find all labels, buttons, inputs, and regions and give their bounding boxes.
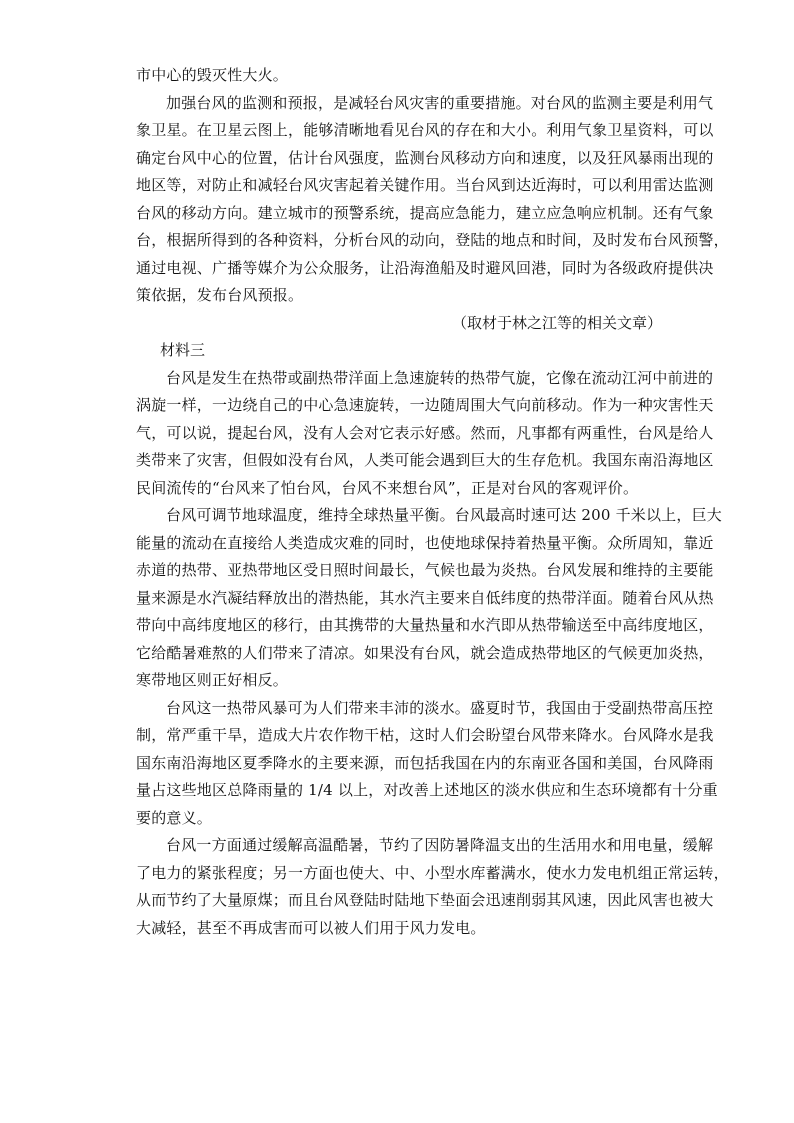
text-line: 台风这一热带风暴可为人们带来丰沛的淡水。盛夏时节，我国由于受副热带高压控 xyxy=(166,698,714,717)
text-line: 通过电视、广播等媒介为公众服务，让沿海渔船及时避风回港，同时为各级政府提供决 xyxy=(136,258,714,277)
text-line: 加强台风的监测和预报，是减轻台风灾害的重要措施。对台风的监测主要是利用气 xyxy=(166,93,714,112)
paragraph-temperature xyxy=(136,502,722,695)
text-line: 赤道的热带、亚热带地区受日照时间最长，气候也最为炎热。台风发展和维持的主要能 xyxy=(136,561,714,579)
text-line: 从而节约了大量原煤；而且台风登陆时陆地下垫面会迅速削弱其风速，因此风害也被大 xyxy=(136,891,714,909)
document-page xyxy=(136,62,729,942)
text-line: 涡旋一样，一边绕自己的中心急速旋转，一边随周围大气向前移动。作为一种灾害性天 xyxy=(136,396,714,414)
text-line: 确定台风中心的位置，估计台风强度，监测台风移动方向和速度，以及狂风暴雨出现的 xyxy=(136,148,714,167)
text-line: 民间流传的“台风来了怕台风，台风不来想台风”，正是对台风的客观评价。 xyxy=(136,478,639,497)
text-line: 类带来了灾害，但假如没有台风，人类可能会遇到巨大的生存危机。我国东南沿海地区 xyxy=(136,451,714,469)
text-line: 要的意义。 xyxy=(136,808,213,827)
text-line: 台，根据所得到的各种资料，分析台风的动向，登陆的地点和时间，及时发布台风预警， xyxy=(136,231,729,249)
text-line: 量占这些地区总降雨量的 1/4 以上，对改善上述地区的淡水供应和生态环境都有十分重 xyxy=(136,781,718,799)
text-line: 制，常严重干旱，造成大片农作物干枯，这时人们会盼望台风带来降水。台风降水是我 xyxy=(136,726,714,744)
paragraph-intro-tail xyxy=(136,62,664,90)
text-line: 大减轻，甚至不再成害而可以被人们用于风力发电。 xyxy=(136,918,486,937)
text-line: 了电力的紧张程度；另一方面也使大、中、小型水库蓄满水，使水力发电机组正常运转， xyxy=(136,863,729,882)
text-line: 市中心的毁灭性大火。 xyxy=(136,66,289,84)
material-label: 材料三 xyxy=(160,341,206,359)
text-line: 它给酷暑难熬的人们带来了清凉。如果没有台风，就会造成热带地区的气候更加炎热， xyxy=(136,643,714,662)
text-line: 地区等，对防止和减轻台风灾害起着关键作用。当台风到达近海时，可以利用雷达监测 xyxy=(136,176,714,194)
paragraph-definition xyxy=(136,365,714,503)
text-line: 国东南沿海地区夏季降水的主要来源，而包括我国在内的东南亚各国和美国，台风降雨 xyxy=(136,753,714,772)
text-line: 台风可调节地球温度，维持全球热量平衡。台风最高时速可达 200 千米以上，巨大 xyxy=(166,506,722,524)
source-citation: （取材于林之江等的相关文章） xyxy=(451,313,662,332)
text-line: 能量的流动在直接给人类造成灾难的同时，也使地球保持着热量平衡。众所周知，靠近 xyxy=(136,533,714,552)
text-line: 台风一方面通过缓解高温酷暑，节约了因防暑降温支出的生活用水和用电量，缓解 xyxy=(166,836,714,854)
text-line: 台风的移动方向。建立城市的预警系统，提高应急能力，建立应急响应机制。还有气象 xyxy=(136,203,714,222)
text-line: 气，可以说，提起台风，没有人会对它表示好感。然而，凡事都有两重性，台风是给人 xyxy=(136,423,714,442)
text-line: 寒带地区则正好相反。 xyxy=(136,671,289,689)
paragraph-energy xyxy=(136,832,729,942)
text-line: 带向中高纬度地区的移行，由其携带的大量热量和水汽即从热带输送至中高纬度地区， xyxy=(136,616,714,634)
paragraph-freshwater xyxy=(136,695,718,833)
text-line: 策依据，发布台风预报。 xyxy=(136,286,304,304)
text-line: 量来源是水汽凝结释放出的潜热能，其水汽主要来自低纬度的热带洋面。随着台风从热 xyxy=(136,588,714,607)
text-line: 台风是发生在热带或副热带洋面上急速旋转的热带气旋，它像在流动江河中前进的 xyxy=(166,368,714,387)
paragraph-monitoring xyxy=(136,90,729,310)
text-line: 象卫星。在卫星云图上，能够清晰地看见台风的存在和大小。利用气象卫星资料，可以 xyxy=(136,121,714,139)
